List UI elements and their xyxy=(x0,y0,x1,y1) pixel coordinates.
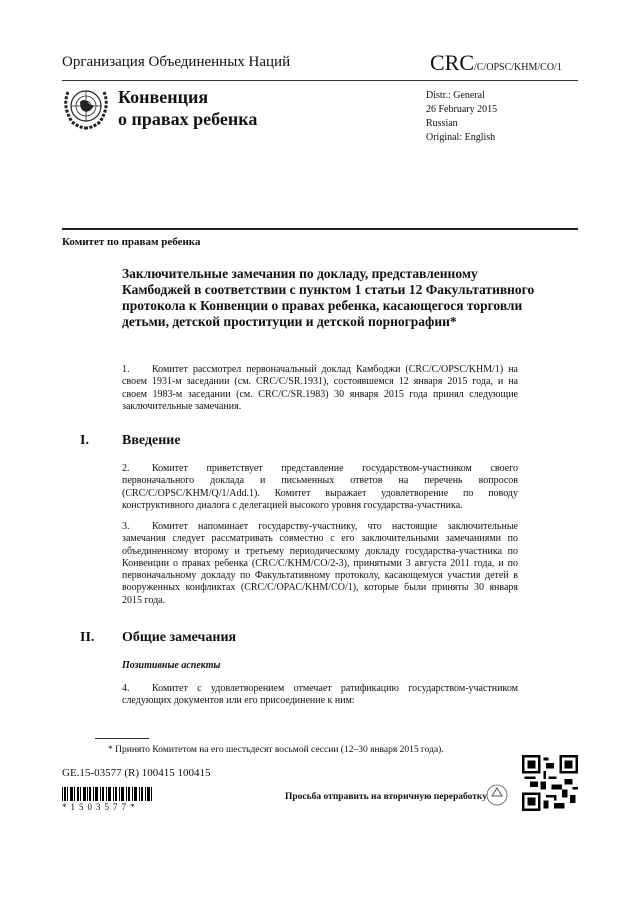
original-language: Original: English xyxy=(426,132,496,143)
barcode-icon xyxy=(62,787,152,801)
document-title: Заключительные замечания по докладу, представленному Камбоджей в соответствии с пунктом 1 статьи 12 Факультативного протокола к Конвенции о правах ребенка, касающегося торговли детьми, детской проституции и детской порнографии* xyxy=(122,266,535,329)
convention-title xyxy=(118,86,257,130)
header-divider xyxy=(62,80,578,81)
job-number: GE.15-03577 (R) 100415 100415 xyxy=(62,767,211,779)
qr-code-icon xyxy=(522,755,578,811)
section-heading: Общие замечания xyxy=(122,630,237,645)
paragraph-number: 3. xyxy=(122,521,130,532)
language: Russian xyxy=(426,118,458,129)
document-symbol xyxy=(430,50,562,76)
date: 26 February 2015 xyxy=(426,104,498,115)
paragraph-number: 1. xyxy=(122,364,130,375)
symbol-rest: /C/OPSC/KHM/CO/1 xyxy=(474,62,562,73)
footnote: * Принято Комитетом на его шестьдесят восьмой сессии (12–30 января 2015 года). xyxy=(108,745,444,755)
committee-name: Комитет по правам ребенка xyxy=(62,236,201,248)
barcode-text: *1503577* xyxy=(62,802,139,812)
paragraph xyxy=(122,463,518,512)
distribution-block xyxy=(426,89,497,145)
organization-name: Организация Объединенных Наций xyxy=(62,54,291,70)
distribution: Distr.: General xyxy=(426,90,485,101)
paragraph xyxy=(122,683,518,708)
title-line: о правах ребенка xyxy=(118,109,258,129)
recycle-note: Просьба отправить на вторичную переработку xyxy=(285,792,487,802)
paragraph xyxy=(122,364,518,413)
section-heading: Введение xyxy=(122,433,181,448)
footnote-divider xyxy=(95,738,149,739)
section-number: II. xyxy=(80,630,95,645)
symbol-main: CRC xyxy=(430,50,475,75)
paragraph-text: Комитет рассмотрел первоначальный доклад Камбоджи (CRC/C/OPSC/KHM/1) на своем 1931-м заседании (см. CRC/C/SR.1931), состоявшемся 12 января 2015 года, и на своем 1983-м заседании (см. CRC/C/SR.1983) 30 января 2015 года принял следующие заключительные замечания. xyxy=(122,364,518,412)
paragraph-text: Комитет напоминает государству-участнику, что настоящие заключительные замечания следует рассматривать совместно с его заключительными замечаниями по объединенному второму и третьему периодическому докладу государства-участника по Конвенции о правах ребенка (CRC/C/KHM/CO/2-3), принятыми 3 августа 2011 года, и по первоначальному докладу по Факультативному протоколу, касающемуся участия детей в вооруженных конфликтах (CRC/C/OPAC/KHM/CO/1), которые были приняты 30 января 2015 года. xyxy=(122,521,518,606)
paragraph-text: Комитет с удовлетворением отмечает ратификацию государством-участником следующих документов или его присоединение к ним: xyxy=(122,683,518,707)
un-emblem-icon xyxy=(62,84,110,130)
paragraph xyxy=(122,521,518,607)
paragraph-text: Комитет приветствует представление государством-участником своего первоначального доклада и письменных ответов на перечень вопросов (CRC/C/OPSC/KHM/Q/1/Add.1). Комитет выражает удовлетворение по поводу конструктивного диалога с делегацией высокого уровня государства-участника. xyxy=(122,463,518,511)
paragraph-number: 2. xyxy=(122,463,130,474)
section-divider xyxy=(62,228,578,230)
paragraph-number: 4. xyxy=(122,683,130,694)
subheading: Позитивные аспекты xyxy=(122,660,221,671)
recycle-icon xyxy=(486,784,508,806)
section-number: I. xyxy=(80,433,89,448)
title-line: Конвенция xyxy=(118,87,209,107)
